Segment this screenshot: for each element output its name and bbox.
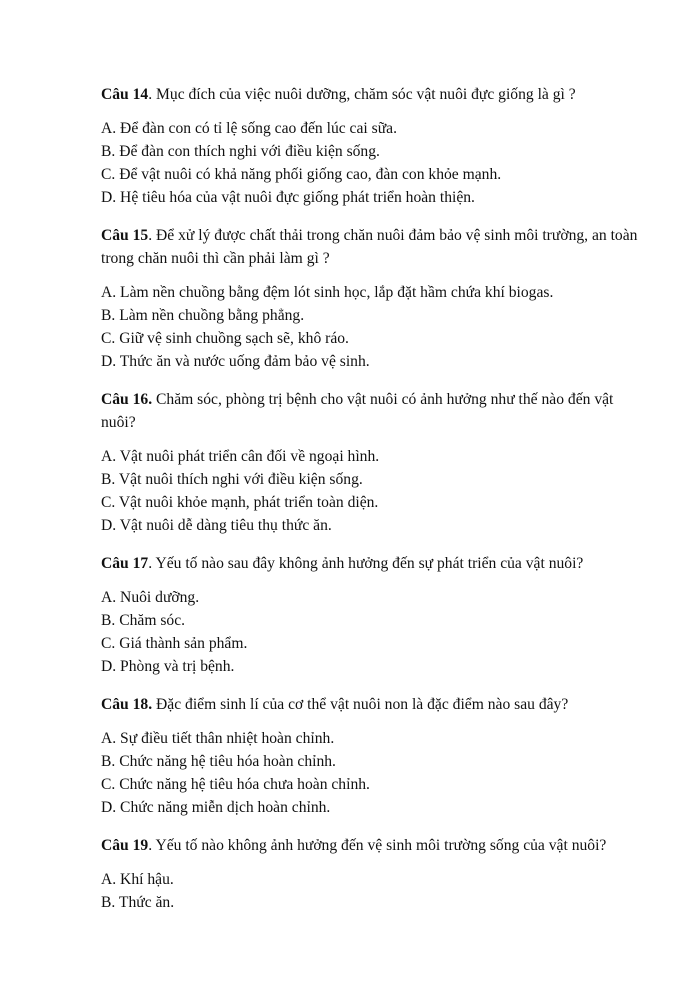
options-list xyxy=(101,586,640,678)
question-text xyxy=(101,552,640,575)
options-list xyxy=(101,868,640,914)
question-text xyxy=(101,83,640,106)
option-c: C. Chức năng hệ tiêu hóa chưa hoàn chỉnh. xyxy=(101,776,370,793)
option-a: A. Làm nền chuồng bằng đệm lót sinh học, lắp đặt hầm chứa khí biogas. xyxy=(101,284,554,301)
option-a: A. Nuôi dưỡng. xyxy=(101,589,200,606)
option-b: B. Chăm sóc. xyxy=(101,612,186,629)
question-body: . Yếu tố nào không ảnh hưởng đến vệ sinh môi trường sống của vật nuôi? xyxy=(148,837,607,854)
options-list xyxy=(101,117,640,209)
option-d: D. Vật nuôi dễ dàng tiêu thụ thức ăn. xyxy=(101,517,332,534)
option-c: C. Giữ vệ sinh chuồng sạch sẽ, khô ráo. xyxy=(101,330,349,347)
question-text xyxy=(101,388,640,434)
option-d: D. Thức ăn và nước uống đảm bảo vệ sinh. xyxy=(101,353,370,370)
question-label: Câu 14 xyxy=(101,86,149,103)
question-14 xyxy=(101,83,640,209)
question-17 xyxy=(101,552,640,678)
option-d: D. Phòng và trị bệnh. xyxy=(101,658,235,675)
question-label: Câu 17 xyxy=(101,555,149,572)
options-list xyxy=(101,727,640,819)
option-b: B. Để đàn con thích nghi với điều kiện sống. xyxy=(101,143,380,160)
options-list xyxy=(101,445,640,537)
question-body: . Để xử lý được chất thải trong chăn nuôi đảm bảo vệ sinh môi trường, an toàn trong chăn nuôi thì cần phải làm gì ? xyxy=(101,227,638,267)
question-18 xyxy=(101,693,640,819)
option-a: A. Khí hậu. xyxy=(101,871,174,888)
question-body: Chăm sóc, phòng trị bệnh cho vật nuôi có ảnh hưởng như thế nào đến vật nuôi? xyxy=(101,391,614,431)
options-list xyxy=(101,281,640,373)
question-19 xyxy=(101,834,640,914)
option-c: C. Vật nuôi khỏe mạnh, phát triển toàn diện. xyxy=(101,494,379,511)
option-b: B. Làm nền chuồng bằng phẳng. xyxy=(101,307,305,324)
question-15 xyxy=(101,224,640,373)
question-text xyxy=(101,834,640,857)
question-text xyxy=(101,224,640,270)
option-c: C. Giá thành sản phẩm. xyxy=(101,635,248,652)
option-a: A. Sự điều tiết thân nhiệt hoàn chỉnh. xyxy=(101,730,335,747)
option-c: C. Để vật nuôi có khả năng phối giống cao, đàn con khỏe mạnh. xyxy=(101,166,502,183)
question-label: Câu 15 xyxy=(101,227,149,244)
option-b: B. Vật nuôi thích nghi với điều kiện sống. xyxy=(101,471,363,488)
option-d: D. Chức năng miễn dịch hoàn chỉnh. xyxy=(101,799,331,816)
question-label: Câu 18. xyxy=(101,696,153,713)
option-a: A. Vật nuôi phát triển cân đối về ngoại hình. xyxy=(101,448,380,465)
question-body: Đặc điểm sinh lí của cơ thể vật nuôi non là đặc điểm nào sau đây? xyxy=(152,696,569,713)
question-label: Câu 19 xyxy=(101,837,149,854)
question-body: . Yếu tố nào sau đây không ảnh hưởng đến sự phát triển của vật nuôi? xyxy=(148,555,584,572)
question-16 xyxy=(101,388,640,537)
question-label: Câu 16. xyxy=(101,391,153,408)
option-a: A. Để đàn con có tỉ lệ sống cao đến lúc cai sữa. xyxy=(101,120,397,137)
question-text xyxy=(101,693,640,716)
option-b: B. Chức năng hệ tiêu hóa hoàn chỉnh. xyxy=(101,753,336,770)
option-b: B. Thức ăn. xyxy=(101,894,175,911)
question-body: . Mục đích của việc nuôi dưỡng, chăm sóc vật nuôi đực giống là gì ? xyxy=(148,86,576,103)
option-d: D. Hệ tiêu hóa của vật nuôi đực giống phát triển hoàn thiện. xyxy=(101,189,475,206)
